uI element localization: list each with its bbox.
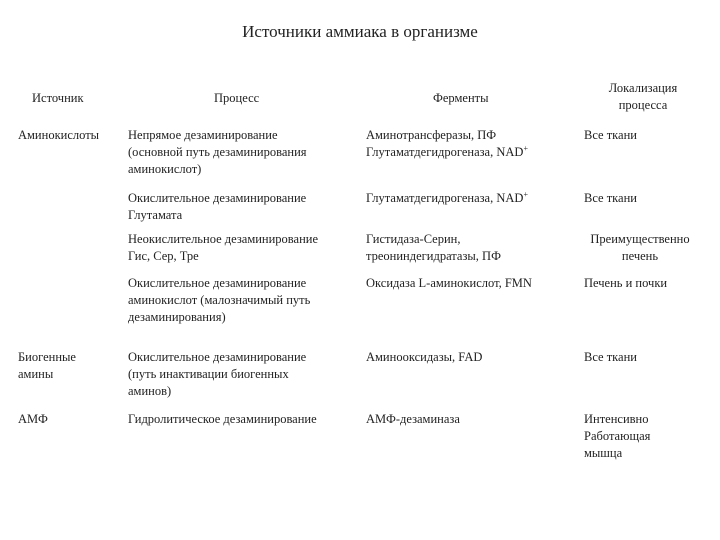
row-3-localization (584, 231, 696, 265)
row-6-process: Гидролитическое дезаминирование (128, 412, 317, 426)
header-localization-line1: Локализация (608, 81, 678, 95)
row-1-enzymes (366, 127, 528, 161)
row-2-localization: Все ткани (584, 191, 637, 205)
row-5-localization: Все ткани (584, 350, 637, 364)
row-2-enzymes (366, 190, 528, 207)
row-1-source: Аминокислоты (18, 128, 100, 142)
header-process: Процесс (214, 91, 260, 105)
row-3-enzymes (366, 231, 501, 265)
row-4-process-line: Окислительное дезаминирование (128, 276, 307, 290)
row-6-source: АМФ (18, 412, 48, 426)
row-1-localization: Все ткани (584, 128, 637, 142)
page-title: Источники аммиака в организме (242, 22, 478, 41)
header-localization (588, 80, 698, 114)
row-3-enzymes-line: треониндегидратазы, ПФ (366, 249, 501, 263)
row-1-enzymes-line: Аминотрансферазы, ПФ (366, 128, 497, 142)
row-5-enzymes: Аминооксидазы, FAD (366, 350, 483, 364)
row-5-process-line: аминов) (128, 384, 172, 398)
row-3-enzymes-line: Гистидаза-Серин, (366, 232, 461, 246)
row-2-process-line: Окислительное дезаминирование (128, 191, 307, 205)
row-6-localization-line: Работающая (584, 429, 651, 443)
row-6-localization-line: Интенсивно (584, 412, 649, 426)
row-3-process-line: Неокислительное дезаминирование (128, 232, 319, 246)
row-3-localization-line: печень (621, 249, 659, 263)
row-5-process-line: (путь инактивации биогенных (128, 367, 289, 381)
row-3-process-line: Гис, Сер, Тре (128, 249, 199, 263)
row-2-enzymes-sup: + (523, 190, 528, 199)
row-2-process-line: Глутамата (128, 208, 183, 222)
row-5-source-line: амины (18, 367, 54, 381)
row-3-localization-line: Преимущественно (590, 232, 690, 246)
row-5-process (128, 349, 306, 400)
row-6-enzymes: АМФ-дезаминаза (366, 412, 460, 426)
row-3-process (128, 231, 318, 265)
row-2-process (128, 190, 306, 224)
row-1-process (128, 127, 307, 178)
row-6-localization (584, 411, 650, 462)
row-5-source (18, 349, 76, 383)
row-4-process (128, 275, 310, 326)
row-6-localization-line: мышца (584, 446, 623, 460)
row-4-process-line: аминокислот (малозначимый путь (128, 293, 311, 307)
row-1-process-line: (основной путь дезаминирования (128, 145, 307, 159)
row-1-enzymes-nad: Глутаматдегидрогеназа, NAD (366, 145, 524, 159)
row-2-enzymes-nad: Глутаматдегидрогеназа, NAD (366, 191, 524, 205)
row-1-process-line: Непрямое дезаминирование (128, 128, 278, 142)
row-4-localization: Печень и почки (584, 276, 668, 290)
row-1-process-line: аминокислот) (128, 162, 202, 176)
row-4-process-line: дезаминирования) (128, 310, 226, 324)
header-source: Источник (32, 91, 84, 105)
row-5-process-line: Окислительное дезаминирование (128, 350, 307, 364)
row-1-enzymes-line (366, 144, 528, 161)
header-localization-line2: процесса (618, 98, 668, 112)
header-enzymes: Ферменты (433, 91, 489, 105)
row-4-enzymes: Оксидаза L-аминокислот, FMN (366, 276, 532, 290)
row-1-enzymes-sup: + (523, 144, 528, 153)
row-5-source-line: Биогенные (18, 350, 76, 364)
